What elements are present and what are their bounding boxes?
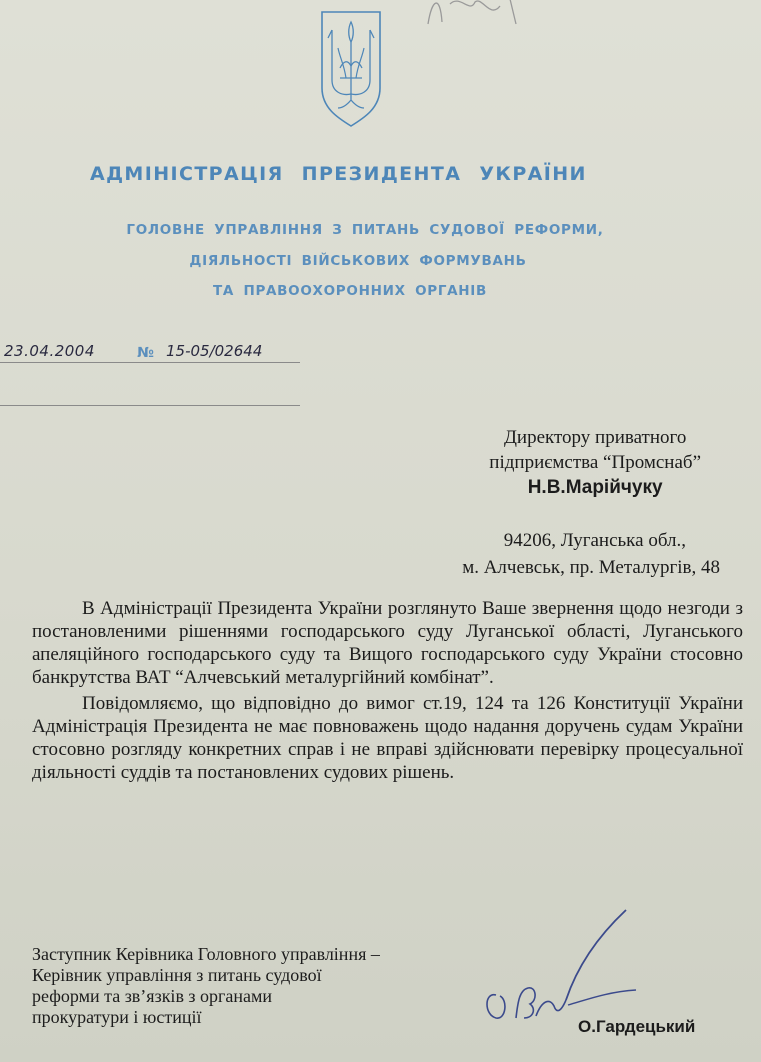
address-postcode-region: 94206, Луганська обл.,	[503, 530, 686, 551]
handwritten-note-top	[420, 0, 570, 34]
position-line-4: прокуратури і юстиції	[32, 1007, 202, 1027]
position-line-1: Заступник Керівника Головного управління –	[32, 944, 380, 964]
reference-date: 23.04.2004	[4, 342, 95, 360]
trident-coat-of-arms-icon	[318, 8, 384, 128]
recipient-position: Директору приватного	[503, 427, 687, 448]
department-line-1: ГОЛОВНЕ УПРАВЛІННЯ З ПИТАНЬ СУДОВОЇ РЕФОРМИ,	[126, 222, 604, 238]
position-line-3: реформи та зв’язків з органами	[32, 986, 273, 1006]
recipient-address	[440, 527, 720, 581]
reference-second-line	[0, 405, 300, 406]
address-city-street: м. Алчевськ, пр. Металургів, 48	[462, 557, 720, 578]
signatory-position	[32, 944, 380, 1028]
reference-number-label: №	[137, 345, 154, 361]
position-line-2: Керівник управління з питань судової	[32, 965, 322, 985]
issuer-title: АДМІНІСТРАЦІЯ ПРЕЗИДЕНТА УКРАЇНИ	[90, 163, 587, 185]
recipient-block	[489, 425, 701, 500]
recipient-organization: підприємства “Промснаб”	[489, 452, 701, 473]
recipient-name: Н.В.Марійчуку	[527, 477, 663, 498]
reference-number: 15-05/02644	[166, 342, 263, 360]
reference-underline	[0, 362, 300, 363]
letter-body	[32, 597, 743, 787]
signer-name: О.Гардецький	[578, 1017, 696, 1036]
handwritten-signature	[476, 900, 646, 1035]
body-paragraph-1: В Адміністрації Президента України розглянуто Ваше звернення щодо незгоди з постановленими рішеннями господарського суду Луганської області, Луганського апеляційного господарського суду та Вищого господарського суду України стосовно банкрутства ВАТ “Алчевський металургійний комбінат”.	[32, 598, 743, 688]
department-line-3: ТА ПРАВООХОРОННИХ ОРГАНІВ	[212, 283, 488, 299]
department-line-2: ДІЯЛЬНОСТІ ВІЙСЬКОВИХ ФОРМУВАНЬ	[189, 253, 527, 269]
body-paragraph-2: Повідомляємо, що відповідно до вимог ст.19, 124 та 126 Конституції України Адміністрація Президента не має повноважень щодо надання доручень судам України стосовно розгляду конкретних справ і не вправі здійснювати перевірку процесуальної діяльності суддів та постановлених судових рішень.	[32, 693, 743, 783]
